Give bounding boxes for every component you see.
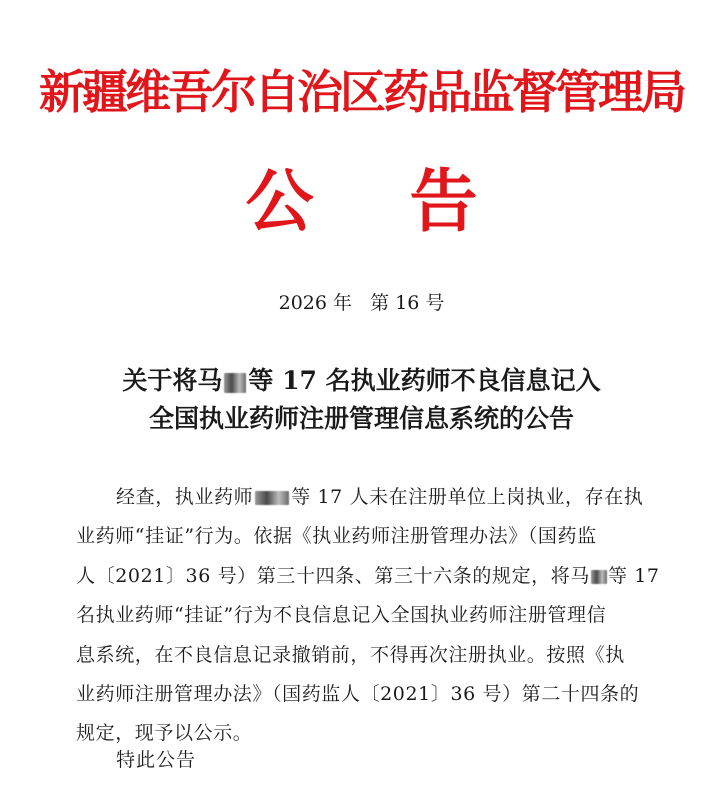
announcement-body bbox=[76, 478, 666, 754]
document-number: 2026 年 第 16 号 bbox=[278, 292, 445, 314]
body-line: 名执业药师“挂证”行为不良信息记入全国执业药师注册管理信 bbox=[76, 604, 607, 627]
body-line: 规定，现予以公示。 bbox=[76, 722, 253, 745]
body-text-segment: 等 17 人未在注册单位上岗执业，存在执 bbox=[291, 486, 644, 508]
body-text-segment: 经查，执业药师 bbox=[116, 486, 254, 508]
redacted-name bbox=[255, 491, 289, 505]
headline-line-1 bbox=[0, 362, 723, 400]
redacted-name bbox=[591, 570, 607, 584]
body-line bbox=[76, 478, 666, 517]
headline-line-2: 全国执业药师注册管理信息系统的公告 bbox=[148, 404, 574, 433]
document-type-title: 公告 bbox=[245, 162, 574, 242]
body-text-segment: 人〔2021〕36 号）第三十四条、第三十六条的规定，将马 bbox=[76, 564, 590, 587]
headline-line-1-end: 等 17 名执业药师不良信息记入 bbox=[248, 366, 601, 395]
agency-name: 新疆维吾尔自治区药品监督管理局 bbox=[39, 65, 684, 119]
announcement-headline bbox=[0, 362, 723, 438]
body-line: 业药师“挂证”行为。依据《执业药师注册管理办法》（国药监 bbox=[76, 525, 597, 548]
body-line: 业药师注册管理办法》（国药监人〔2021〕36 号）第二十四条的 bbox=[76, 683, 640, 706]
body-line: 息系统，在不良信息记录撤销前，不得再次注册执业。按照《执 bbox=[76, 643, 625, 666]
redacted-name bbox=[224, 373, 246, 393]
body-text-segment: 等 17 bbox=[607, 564, 660, 587]
body-line bbox=[76, 557, 666, 596]
headline-line-1-start: 关于将马 bbox=[122, 366, 223, 395]
closing-remark: 特此公告 bbox=[116, 749, 197, 771]
